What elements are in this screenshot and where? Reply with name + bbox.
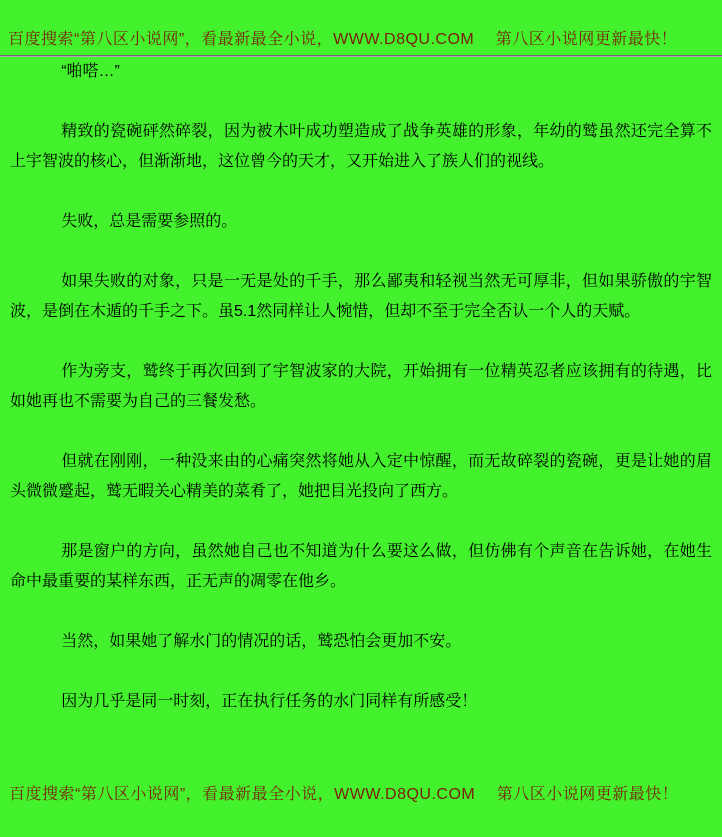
bottom-promo-banner: 百度搜索“第八区小说网”，看最新最全小说，WWW.D8QU.COM 第八区小说网更新最快！ [9,786,679,803]
novel-paragraph: 失败，总是需要参照的。 [61,213,238,230]
novel-paragraph: 那是窗户的方向，虽然她自己也不知道为什么要这么做，但仿佛有个声音在告诉她，在她生命中最重要的某样东西，正无声的凋零在他乡。 [10,543,712,590]
novel-paragraph: 如果失败的对象，只是一无是处的千手，那么鄙夷和轻视当然无可厚非，但如果骄傲的宇智波，是倒在木遁的千手之下。虽5.1然同样让人惋惜，但却不至于完全否认一个人的天赋。 [10,273,712,320]
novel-paragraph: 精致的瓷碗砰然碎裂，因为被木叶成功塑造成了战争英雄的形象，年幼的鹫虽然还完全算不上宇智波的核心，但渐渐地，这位曾今的天才，又开始进入了族人们的视线。 [10,123,712,170]
top-promo-banner: 百度搜索“第八区小说网”，看最新最全小说，WWW.D8QU.COM 第八区小说网更新最快！ [8,31,678,48]
novel-paragraph: 但就在刚刚，一种没来由的心痛突然将她从入定中惊醒，而无故碎裂的瓷碗，更是让她的眉头微微蹙起，鹫无暇关心精美的菜肴了，她把目光投向了西方。 [10,453,712,500]
novel-paragraph: 作为旁支，鹫终于再次回到了宇智波家的大院，开始拥有一位精英忍者应该拥有的待遇，比如她再也不需要为自己的三餐发愁。 [10,363,712,410]
novel-paragraph: 当然，如果她了解水门的情况的话，鹫恐怕会更加不安。 [61,633,462,650]
novel-paragraph: 因为几乎是同一时刻，正在执行任务的水门同样有所感受！ [61,693,478,710]
novel-paragraph: “啪嗒…” [61,63,120,80]
novel-body [10,57,712,717]
